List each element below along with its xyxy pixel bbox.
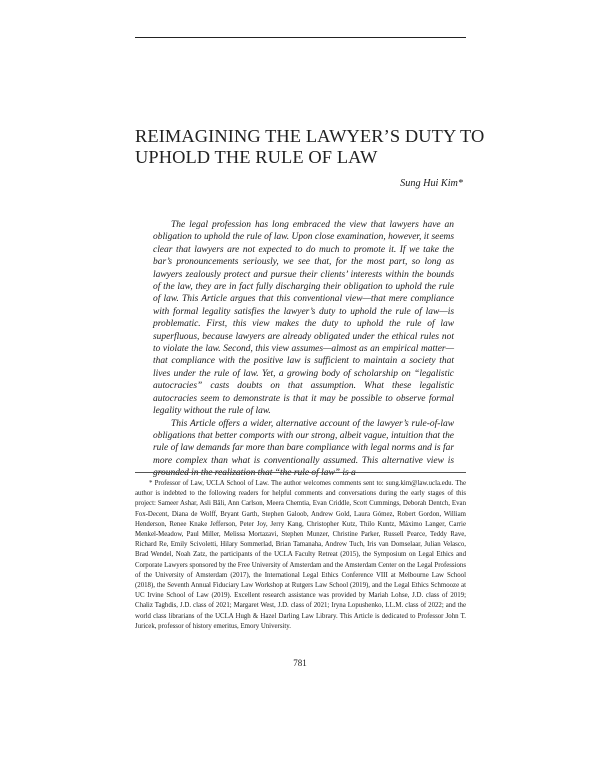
abstract-paragraph: This Article offers a wider, alternative account of the lawyer’s rule-of-law obligations that better comports with our strong, albeit vague, intuition that the rule of law demands far more than bare compliance with legal norms and is far more complex than what is conventionally assumed. This alternative view is grounded in the realization that “the rule of law” is a — [153, 418, 454, 479]
author-byline: Sung Hui Kim* — [400, 178, 463, 189]
title-line: REIMAGINING THE LAWYER’S DUTY TO — [135, 126, 485, 146]
abstract — [153, 219, 454, 480]
title-line: UPHOLD THE RULE OF LAW — [135, 147, 378, 167]
article-title — [135, 126, 485, 168]
author-footnote: * Professor of Law, UCLA School of Law. The author welcomes comments sent to: sung.kim@law.ucla.edu. The author is indebted to the following readers for helpful comments and conversations during the early stages of this project: Sameer Ashar, Asli Bâli, Ann Carlson, Meera Chemtia, Evan Criddle, Scott Cummings, Deborah Dentch, Evan Fox-Decent, Diana de Wolff, Bryant Garth, Stephen Galoob, Andrew Gold, Laura Gómez, Robert Gordon, William Henderson, Renee Knake Jefferson, Peter Joy, Jerry Kang, Christopher Kutz, Thilo Kuntz, Máximo Langer, Carrie Menkel-Meadow, Paul Miller, Melissa Mortazavi, Stephen Munzer, Christine Parker, Russell Pearce, Teddy Rave, Richard Re, Emily Scivoletti, Hilary Sommerlad, Brian Tamanaha, Andrew Tuch, Iris van Domselaar, Julian Velasco, Brad Wendel, Noah Zatz, the participants of the UCLA Faculty Retreat (2015), the Symposium on Legal Ethics and Corporate Lawyers sponsored by the Free University of Amsterdam and the Amsterdam Center on the Legal Professions of the University of Amsterdam (2017), the International Legal Ethics Conference VIII at Melbourne Law School (2018), the Seventh Annual Fiduciary Law Workshop at Rutgers Law School (2019), and the Legal Ethics Schmooze at UC Irvine School of Law (2019). Excellent research assistance was provided by Mariah Lohse, J.D. class of 2019; Chaliz Taghdis, J.D. class of 2021; Margaret West, J.D. class of 2021; Iryna Lopushenko, LL.M. class of 2022; and the world class librarians of the UCLA Hugh & Hazel Darling Law Library. This Article is dedicated to Professor John T. Juricek, professor of history emeritus, Emory University. — [135, 480, 466, 630]
footnote-separator — [135, 472, 466, 473]
abstract-paragraph: The legal profession has long embraced the view that lawyers have an obligation to uphold the rule of law. Upon close examination, however, it seems clear that lawyers are not expected to do much to promote it. If we take the bar’s pronouncements seriously, we see that, for the most part, so long as lawyers zealously protect and pursue their clients’ interests within the bounds of the law, they are in fact fully discharging their obligation to uphold the rule of law. This Article argues that this conventional view—that mere compliance with formal legality satisfies the lawyer’s duty to uphold the rule of law—is problematic. First, this view makes the duty to uphold the rule of law superfluous, because lawyers are already obligated under the ethical rules not to violate the law. Second, this view assumes—almost as an empirical matter—that compliance with the positive law is sufficient to maintain a society that lives under the rule of law. Yet, a growing body of scholarship on “legalistic autocracies” casts doubts on that assumption. What these legalistic autocracies seem to demonstrate is that it may be possible to observe formal legality without the rule of law. — [153, 220, 454, 417]
header-rule — [135, 37, 466, 38]
page-number: 781 — [293, 658, 307, 668]
